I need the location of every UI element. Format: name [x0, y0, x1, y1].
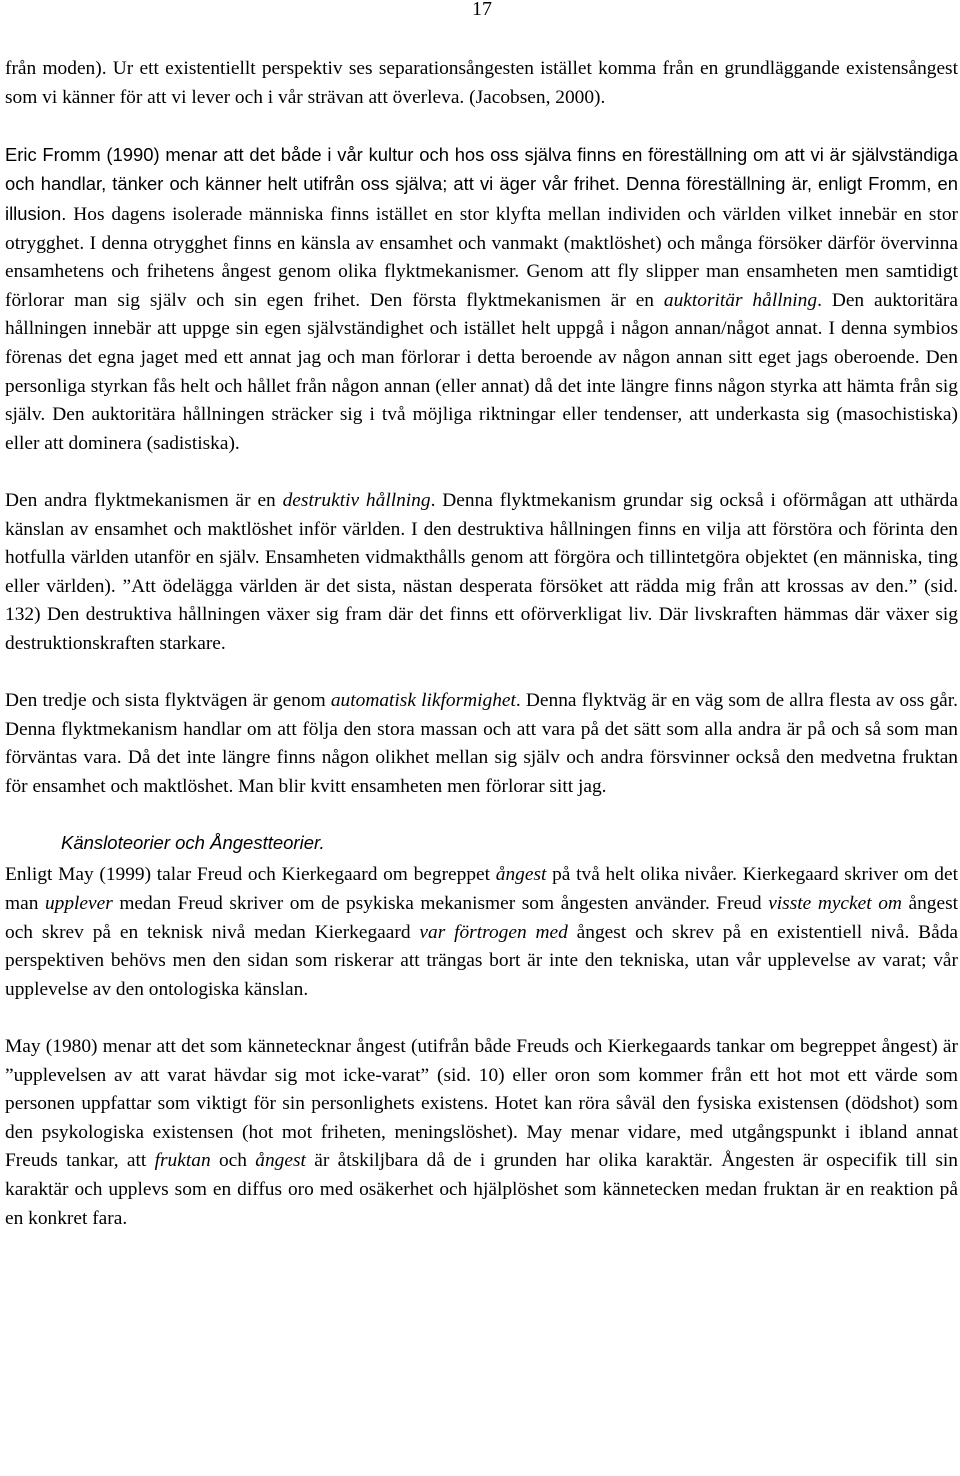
- text-run: May (1980) menar att det som kännetecknar ångest (utifrån både Freuds och Kierkegaards tankar om begreppet ångest) är ”upplevelsen av att varat hävdar sig mot icke-varat” (sid. 10) eller oron som kommer från ett hot mot ett värde som personen uppfattar som viktigt för sin personlighets existens. Hotet kan röra såväl den fysiska existensen (dödshot) som den psykologiska existensen (hot mot friheten, meningslöshet). May menar vidare, med utgångspunkt i ibland annat Freuds tankar, att: [5, 1036, 958, 1172]
- text-run: medan Freud skriver om de psykiska mekanismer som ångesten använder. Freud: [112, 893, 769, 915]
- text-run: ångest och skrev på en teknisk nivå medan Kierkegaard: [5, 893, 958, 943]
- paragraph-destructive: [5, 487, 958, 659]
- emphasis: destruktiv hållning: [282, 489, 431, 511]
- text-run: och: [210, 1150, 256, 1172]
- emphasis: var förtrogen med: [419, 921, 568, 943]
- emphasis: visste mycket om: [768, 893, 902, 915]
- text-run: är åtskiljbara då de i grunden har olika karaktär. Ångesten är ospecifik till sin karaktär och upplevs som en diffus oro med osäkerhet och hjälplöshet som kännetecken medan fruktan är en reaktion på en konkret fara.: [5, 1150, 958, 1229]
- text-run: Eric Fromm (1990) menar att det både i vår kultur och hos oss själva finns en föreställning om att vi är självständiga och handlar, tänker och känner helt utifrån oss själva; att vi äger vår frihet. Denna föreställning är, enligt Fromm, en illusion.: [5, 143, 958, 224]
- paragraph-may: [5, 1033, 958, 1233]
- text-run: från moden). Ur ett existentiellt perspektiv ses separationsångesten istället komma från en grundläggande existensångest som vi känner för att vi lever och i vår strävan att överleva. (Jacobsen, 2000).: [5, 58, 958, 108]
- text-run: Den andra flyktmekanismen är en: [5, 489, 283, 511]
- page-number: 17: [472, 0, 492, 20]
- text-run: ångest och skrev på en existentiell nivå. Båda perspektiven behövs men den sidan som riskerar att trängas bort är inte den tekniska, utan vår upplevelse av varat; vår upplevelse av den ontologiska känslan.: [5, 921, 958, 1000]
- paragraph-conformity: [5, 687, 958, 801]
- paragraph-fromm: [5, 141, 958, 459]
- emphasis: fruktan: [154, 1150, 211, 1172]
- text-run: . Denna flyktmekanism grundar sig också i oförmågan att uthärda känslan av ensamhet och maktlöshet inför världen. I den destruktiva hållningen finns en vilja att förstöra och förinta den hotfulla världen utanför en själv. Ensamheten vidmakthålls genom att förgöra och tillintetgöra objektet (en människa, ting eller världen). ”Att ödelägga världen är det sista, nästan desperata försöket att rädda mig från att krossas av den.” (sid. 132) Den destruktiva hållningen växer sig fram där det finns ett oförverkligat liv. Där livskraften hämmas där växer sig destruktionskraften starkare.: [5, 489, 958, 654]
- emphasis: ångest: [255, 1150, 306, 1172]
- text-run: Hos dagens isolerade människa finns istället en stor klyfta mellan individen och världen vilket innebär en stor otrygghet. I denna otrygghet finns en känsla av ensamhet och vanmakt (maktlöshet) och många försöker därför övervinna ensamhetens och frihetens ångest genom olika flyktmekanismer. Genom att fly slipper man ensamheten men samtidigt förlorar man sig själv och sin egen frihet. Den första flyktmekanismen är en: [5, 203, 958, 311]
- text-run: på två helt olika nivåer. Kierkegaard skriver om det man: [5, 864, 958, 915]
- emphasis: upplever: [44, 893, 113, 915]
- text-run: Den tredje och sista flyktvägen är genom: [5, 690, 331, 712]
- section-heading: Känsloteorier och Ångestteorier.: [61, 832, 325, 854]
- emphasis: ångest: [495, 864, 547, 886]
- body-text: [5, 55, 958, 1233]
- text-run: . Den auktoritära hållningen innebär att uppge sin egen självständighet och istället helt uppgå i någon annan/något annat. I denna symbios förenas det egna jaget med ett annat jag och man förlorar i detta beroende av någon annan sitt eget jags oberoende. Den personliga styrkan fås helt och hållet från någon annan (eller annat) då det inte längre finns någon styrka att hämta från sig själv. Den auktoritära hållningen sträcker sig i två möjliga riktningar eller tendenser, att underkasta sig (masochistiska) eller att dominera (sadistiska).: [5, 289, 958, 454]
- paragraph-freud-kierkegaard: [5, 861, 958, 1004]
- text-run: . Denna flyktväg är en väg som de allra flesta av oss går. Denna flyktmekanism handlar om att följa den stora massan och att vara på det sätt som alla andra är på och så som man förväntas vara. Då det inte längre finns någon olikhet mellan sig själv och andra försvinner också den medvetna fruktan för ensamhet och maktlöshet. Man blir kvitt ensamheten men förlorar sitt jag.: [5, 690, 959, 797]
- paragraph-separation-anxiety: [5, 55, 958, 112]
- emphasis: auktoritär hållning: [663, 289, 818, 311]
- text-run: Enligt May (1999) talar Freud och Kierkegaard om begreppet: [5, 864, 496, 886]
- emphasis: automatisk likformighet: [330, 690, 516, 712]
